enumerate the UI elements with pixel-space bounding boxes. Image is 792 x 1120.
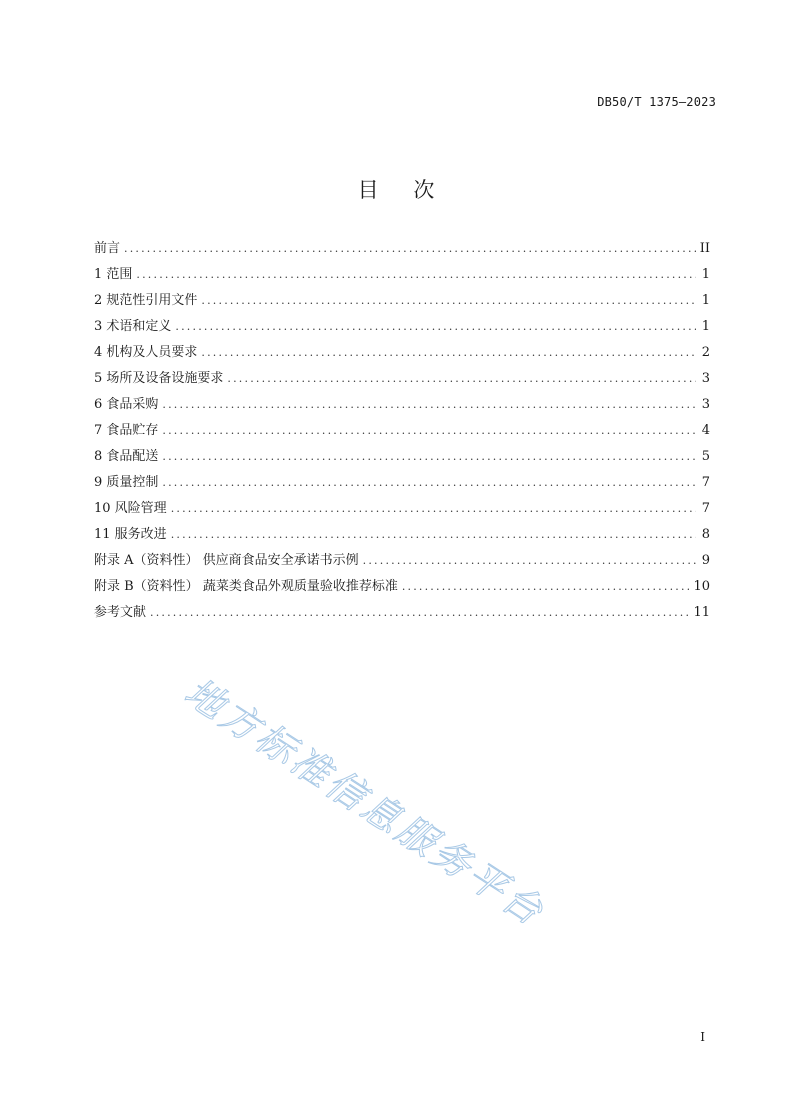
toc-entry-2[interactable]: [94, 288, 710, 314]
toc-entry-page: 11: [693, 605, 710, 620]
toc-entry-page: 7: [701, 475, 710, 490]
document-code: DB50/T 1375—2023: [597, 95, 716, 109]
dot-leader: [201, 288, 696, 314]
dot-leader: [136, 262, 696, 288]
toc-entry-10[interactable]: [94, 496, 710, 522]
toc-entry-page: 7: [701, 501, 710, 516]
toc-entry-label: 11 服务改进: [94, 527, 167, 542]
toc-entry-page: 1: [701, 319, 710, 334]
dot-leader: [402, 574, 690, 600]
dot-leader: [162, 444, 696, 470]
toc-entry-3[interactable]: [94, 314, 710, 340]
toc-entry-page: II: [699, 241, 710, 256]
toc-entry-label: 2 规范性引用文件: [94, 293, 198, 308]
toc-entry-label: 8 食品配送: [94, 449, 159, 464]
toc-entry-label: 6 食品采购: [94, 397, 159, 412]
toc-entry-page: 10: [693, 579, 710, 594]
toc-entry-page: 1: [701, 267, 710, 282]
toc-entry-page: 9: [701, 553, 710, 568]
dot-leader: [363, 548, 696, 574]
toc-entry-page: 3: [701, 371, 710, 386]
table-of-contents: [94, 236, 710, 626]
page-number: I: [700, 1030, 705, 1044]
toc-entry-5[interactable]: [94, 366, 710, 392]
toc-entry-foreword[interactable]: [94, 236, 710, 262]
toc-entry-page: 5: [701, 449, 710, 464]
dot-leader: [175, 314, 696, 340]
dot-leader: [150, 600, 689, 626]
dot-leader: [171, 496, 696, 522]
toc-entry-references[interactable]: [94, 600, 710, 626]
dot-leader: [162, 470, 696, 496]
dot-leader: [201, 340, 696, 366]
dot-leader: [124, 236, 696, 262]
toc-entry-page: 4: [701, 423, 710, 438]
toc-entry-page: 3: [701, 397, 710, 412]
toc-entry-page: 2: [701, 345, 710, 360]
toc-entry-1[interactable]: [94, 262, 710, 288]
dot-leader: [227, 366, 696, 392]
toc-entry-label: 参考文献: [94, 605, 147, 620]
toc-entry-label: 7 食品贮存: [94, 423, 159, 438]
toc-entry-page: 8: [701, 527, 710, 542]
toc-entry-7[interactable]: [94, 418, 710, 444]
toc-entry-8[interactable]: [94, 444, 710, 470]
toc-entry-page: 1: [701, 293, 710, 308]
toc-entry-appendix-b[interactable]: [94, 574, 710, 600]
dot-leader: [162, 392, 696, 418]
toc-entry-9[interactable]: [94, 470, 710, 496]
toc-entry-4[interactable]: [94, 340, 710, 366]
toc-entry-label: 9 质量控制: [94, 475, 159, 490]
toc-entry-label: 1 范围: [94, 267, 133, 282]
watermark: 地方标准信息服务平台: [177, 669, 554, 936]
toc-entry-label: 附录 A（资料性） 供应商食品安全承诺书示例: [94, 553, 359, 568]
toc-entry-label: 3 术语和定义: [94, 319, 172, 334]
dot-leader: [162, 418, 696, 444]
toc-entry-6[interactable]: [94, 392, 710, 418]
page-title: 目 次: [357, 178, 449, 202]
toc-entry-label: 附录 B（资料性） 蔬菜类食品外观质量验收推荐标准: [94, 579, 398, 594]
toc-entry-label: 4 机构及人员要求: [94, 345, 198, 360]
toc-entry-11[interactable]: [94, 522, 710, 548]
toc-entry-label: 5 场所及设备设施要求: [94, 371, 224, 386]
dot-leader: [171, 522, 696, 548]
toc-entry-appendix-a[interactable]: [94, 548, 710, 574]
toc-entry-label: 10 风险管理: [94, 501, 167, 516]
toc-entry-label: 前言: [94, 241, 121, 256]
